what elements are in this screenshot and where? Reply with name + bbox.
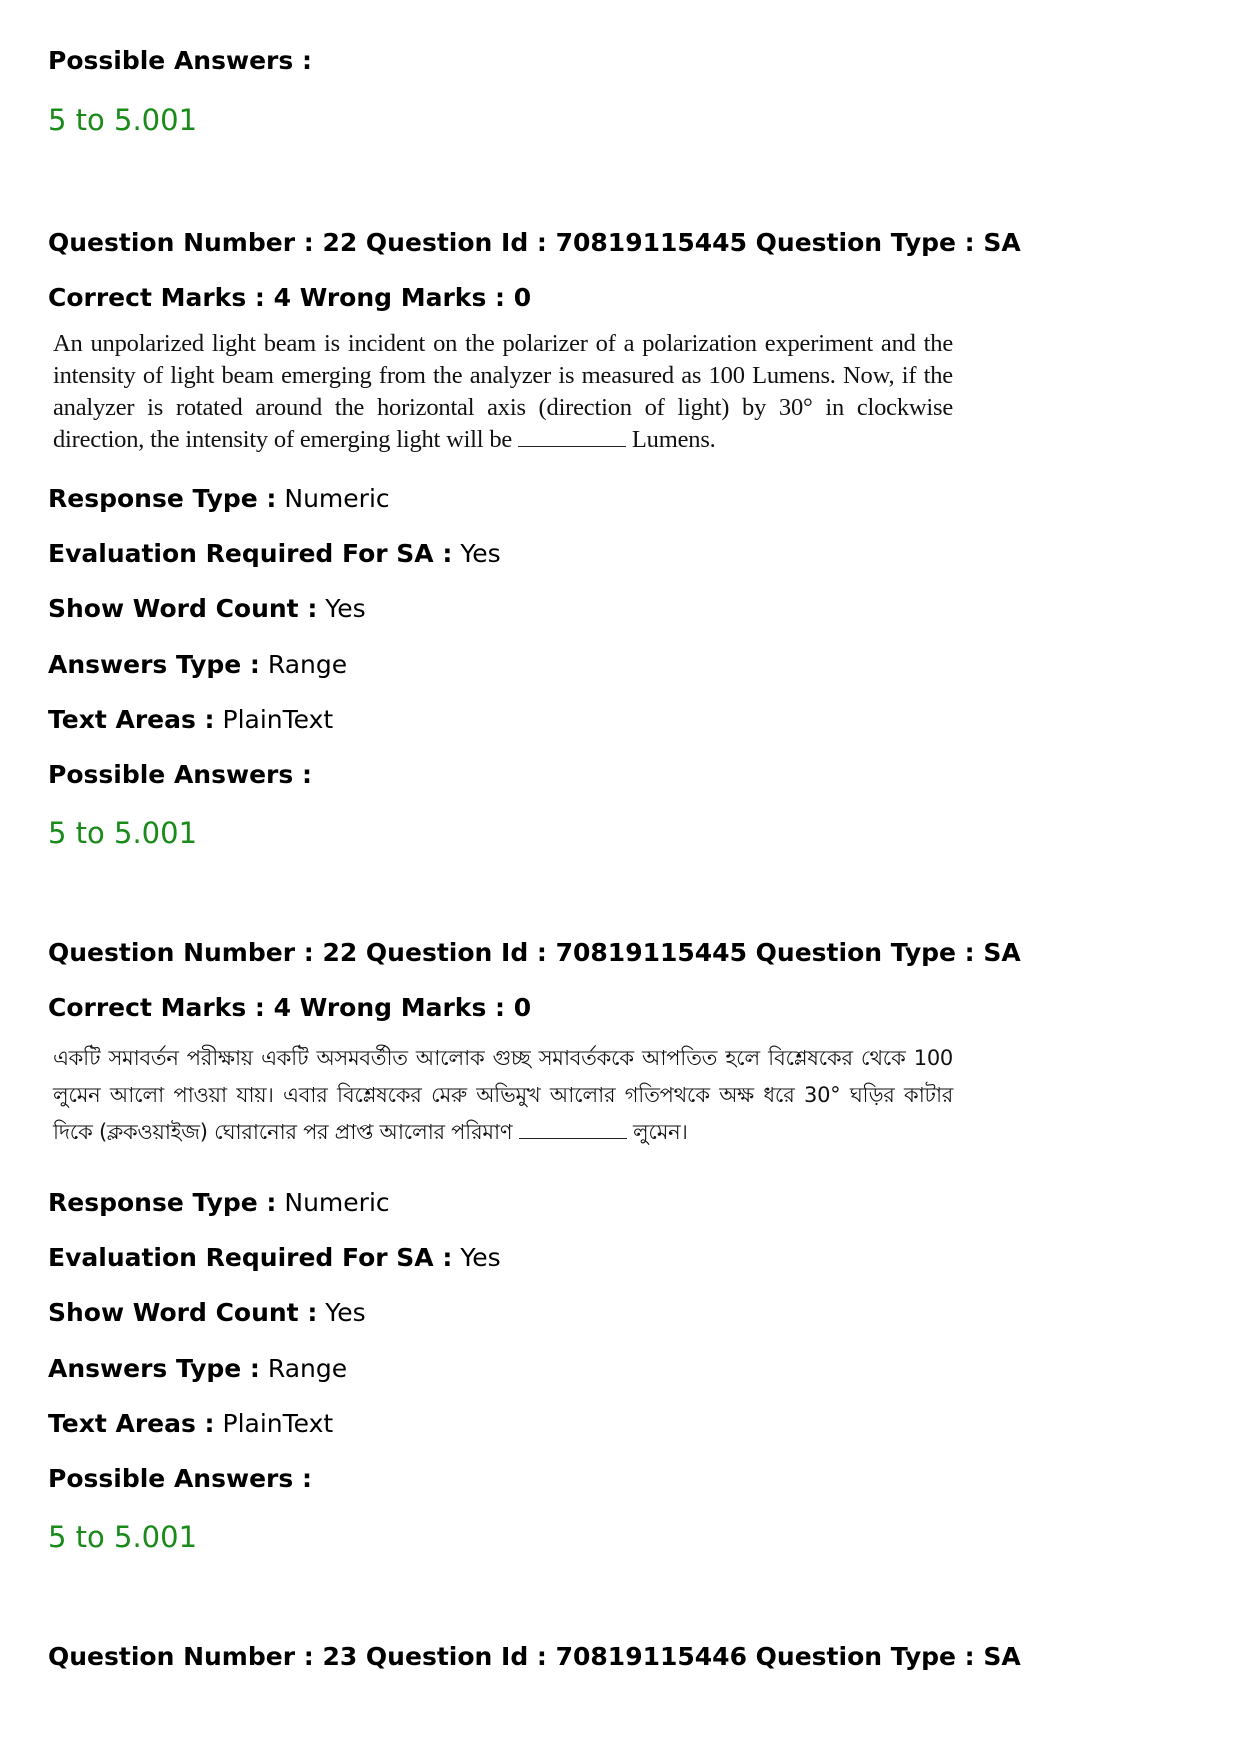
possible-answer-value: 5 to 5.001 [48, 103, 198, 137]
question-header: Question Number : 23 Question Id : 70819115446 Question Type : SA [48, 1642, 1021, 1671]
answers-type-row [48, 1354, 347, 1384]
possible-answers-label: Possible Answers : [48, 760, 312, 789]
question-text-tail: লুমেন। [633, 1120, 688, 1144]
response-type-label: Response Type : [48, 484, 277, 513]
text-areas-value: PlainText [222, 705, 334, 734]
possible-answer-value: 5 to 5.001 [48, 1520, 198, 1554]
question-text [53, 1040, 953, 1151]
question-text-tail: Lumens. [631, 426, 716, 453]
word-count-value: Yes [325, 594, 366, 623]
response-type-row [48, 484, 390, 514]
evaluation-row [48, 1243, 501, 1273]
question-text-body: একটি সমাবর্তন পরীক্ষায় একটি অসমবর্তীত আলোক গুচ্ছ সমাবর্তককে আপতিত হলে বিশ্লেষকের থেকে 100 লুমেন আলো পাওয়া যায়। এবার বিশ্লেষকের মেরু অভিমুখ আলোর গতিপথকে অক্ষ ধরে 30° ঘড়ির কাটার দিকে (ক্লকওয়াইজ) ঘোরানোর পর প্রাপ্ত আলোর পরিমাণ [53, 1046, 953, 1144]
answers-type-label: Answers Type : [48, 1354, 260, 1383]
question-marks: Correct Marks : 4 Wrong Marks : 0 [48, 283, 532, 312]
possible-answer-value: 5 to 5.001 [48, 816, 198, 850]
text-areas-label: Text Areas : [48, 1409, 215, 1438]
evaluation-label: Evaluation Required For SA : [48, 1243, 453, 1272]
response-type-value: Numeric [284, 1188, 390, 1217]
answers-type-label: Answers Type : [48, 650, 260, 679]
word-count-label: Show Word Count : [48, 594, 318, 623]
word-count-label: Show Word Count : [48, 1298, 318, 1327]
question-text [53, 328, 953, 456]
question-text-body: An unpolarized light beam is incident on the polarizer of a polarization experiment and the intensity of light beam emerging from the analyzer is measured as 100 Lumens. Now, if the analyzer is rotated around the horizontal axis (direction of light) by 30° in clockwise direction, the intensity of emerging light will be [53, 330, 953, 453]
text-areas-value: PlainText [222, 1409, 334, 1438]
answer-blank [518, 428, 626, 447]
evaluation-row [48, 539, 501, 569]
evaluation-label: Evaluation Required For SA : [48, 539, 453, 568]
answers-type-row [48, 650, 347, 680]
text-areas-row [48, 705, 333, 735]
word-count-value: Yes [325, 1298, 366, 1327]
text-areas-row [48, 1409, 333, 1439]
evaluation-value: Yes [460, 1243, 501, 1272]
text-areas-label: Text Areas : [48, 705, 215, 734]
response-type-label: Response Type : [48, 1188, 277, 1217]
response-type-row [48, 1188, 390, 1218]
possible-answers-label: Possible Answers : [48, 46, 312, 75]
word-count-row [48, 594, 366, 624]
possible-answers-label: Possible Answers : [48, 1464, 312, 1493]
answers-type-value: Range [267, 650, 348, 679]
evaluation-value: Yes [460, 539, 501, 568]
question-header: Question Number : 22 Question Id : 70819115445 Question Type : SA [48, 938, 1021, 967]
response-type-value: Numeric [284, 484, 390, 513]
answers-type-value: Range [267, 1354, 348, 1383]
question-marks: Correct Marks : 4 Wrong Marks : 0 [48, 993, 532, 1022]
question-header: Question Number : 22 Question Id : 70819115445 Question Type : SA [48, 228, 1021, 257]
answer-blank [519, 1120, 627, 1139]
word-count-row [48, 1298, 366, 1328]
